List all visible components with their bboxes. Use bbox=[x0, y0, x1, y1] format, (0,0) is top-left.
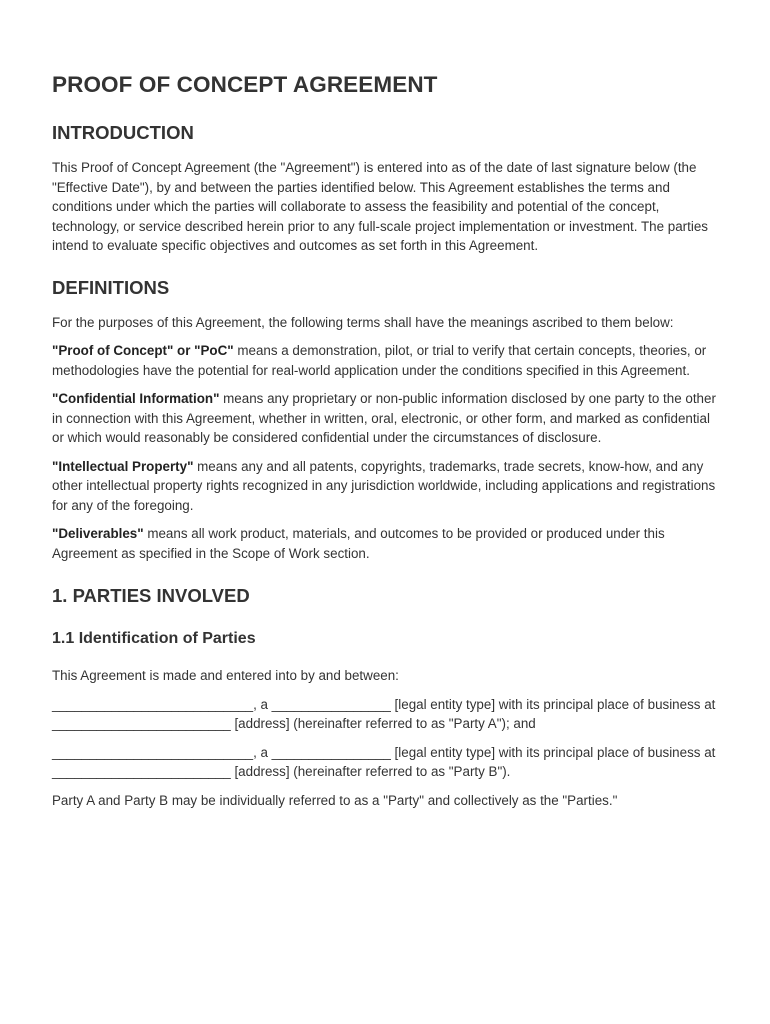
party-b-clause: ___________________________, a ________________ [legal entity type] with its principal place of business at ________________________ [address] (hereinafter referred to as "Party B"). bbox=[52, 744, 716, 779]
definition-item bbox=[52, 389, 724, 448]
definition-term: "Confidential Information" bbox=[52, 391, 220, 406]
party-a-clause: ___________________________, a ________________ [legal entity type] with its principal place of business at ________________________ [address] (hereinafter referred to as "Party A"); and bbox=[52, 696, 716, 731]
document-title: PROOF OF CONCEPT AGREEMENT bbox=[52, 72, 438, 97]
definition-text: means any and all patents, copyrights, trademarks, trade secrets, know-how, and any other intellectual property rights recognized in any jurisdiction worldwide, including applications and registrations for any of the foregoing. bbox=[52, 458, 716, 513]
introduction-paragraph: This Proof of Concept Agreement (the "Agreement") is entered into as of the date of last signature below (the "Effective Date"), by and between the parties identified below. This Agreement establishes the terms and conditions under which the parties will collaborate to assess the feasibility and potential of the concept, technology, or service described herein prior to any full-scale project implementation or investment. The parties intend to evaluate specific objectives and outcomes as set forth in this Agreement. bbox=[52, 160, 708, 253]
definition-item bbox=[52, 457, 724, 516]
definition-text: means any proprietary or non-public information disclosed by one party to the other in connection with this Agreement, whether in written, oral, electronic, or other form, and marked as confidential or which would reasonably be considered confidential under the circumstances of disclosure. bbox=[52, 391, 716, 445]
definition-item bbox=[52, 341, 724, 380]
parties-collective-clause: Party A and Party B may be individually referred to as a "Party" and collectively as the "Parties." bbox=[52, 792, 618, 808]
definitions-intro: For the purposes of this Agreement, the following terms shall have the meanings ascribed to them below: bbox=[52, 314, 674, 330]
definition-item bbox=[52, 524, 724, 563]
definitions-heading: DEFINITIONS bbox=[52, 276, 170, 298]
identification-heading: 1.1 Identification of Parties bbox=[52, 630, 256, 647]
identification-intro: This Agreement is made and entered into by and between: bbox=[52, 668, 399, 683]
parties-heading: 1. PARTIES INVOLVED bbox=[52, 585, 250, 606]
document-page bbox=[52, 70, 724, 810]
definition-term: "Deliverables" bbox=[52, 526, 144, 541]
introduction-heading: INTRODUCTION bbox=[52, 122, 194, 143]
definition-term: "Proof of Concept" or "PoC" bbox=[52, 343, 234, 358]
definition-text: means all work product, materials, and outcomes to be provided or produced under this Agreement as specified in the Scope of Work section. bbox=[52, 526, 665, 561]
definition-text: means a demonstration, pilot, or trial to verify that certain concepts, theories, or methodologies have the potential for real-world application under the conditions specified in this Agreement. bbox=[52, 343, 707, 378]
definition-term: "Intellectual Property" bbox=[52, 458, 194, 474]
